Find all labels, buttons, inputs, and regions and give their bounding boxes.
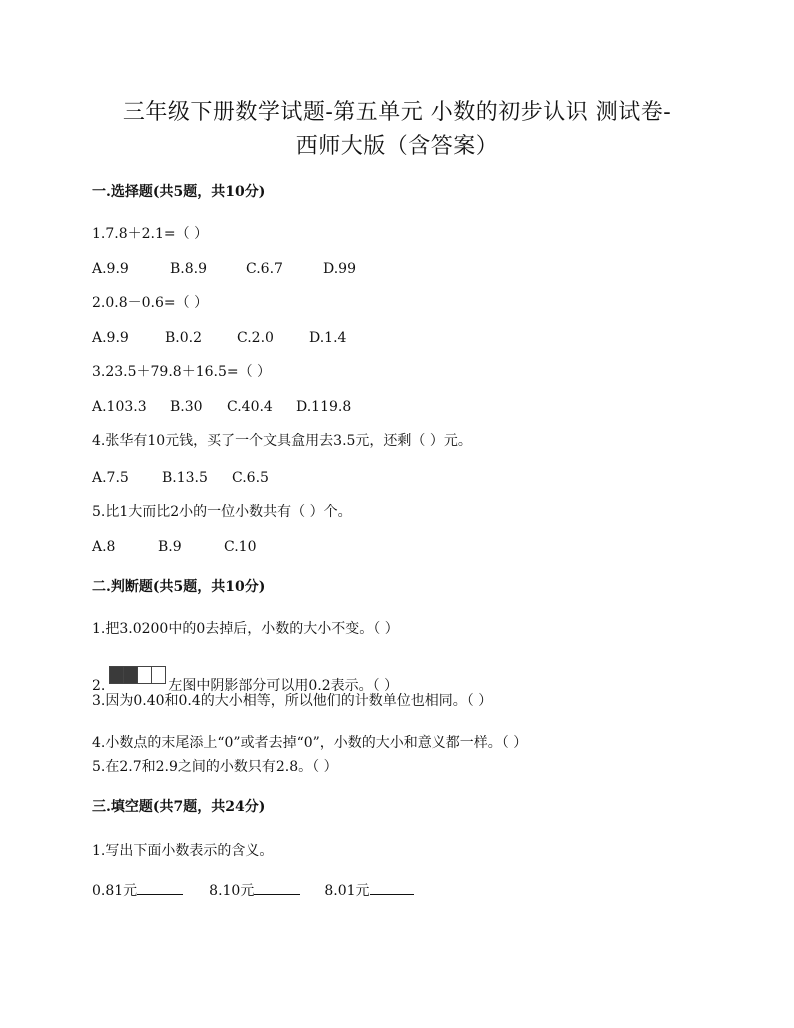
option-a: A.7.5 [92, 470, 129, 486]
option-c: C.2.0 [237, 330, 274, 346]
question-1-4: 4.张华有10元钱，买了一个文具盒用去3.5元，还剩（ ）元。 [92, 433, 472, 449]
option-b: B.30 [170, 399, 203, 415]
option-c: C.6.7 [246, 261, 283, 277]
question-2-1: 1.把3.0200中的0去掉后，小数的大小不变。（ ） [92, 621, 399, 637]
question-1-2: 2.0.8－0.6=（ ） [92, 295, 209, 311]
option-b: B.9 [158, 539, 182, 555]
option-a: A.9.9 [92, 261, 129, 277]
question-2-4: 4.小数点的末尾添上“0”或者去掉“0”，小数的大小和意义都一样。（ ） [92, 735, 528, 751]
options-1-4 [92, 469, 269, 487]
blank-label: 0.81元 [92, 883, 138, 899]
question-number: 2. [92, 678, 106, 694]
document-title [60, 96, 734, 164]
option-b: B.13.5 [162, 470, 208, 486]
option-a: A.103.3 [92, 399, 147, 415]
option-a: A.8 [92, 539, 116, 555]
option-d: D.1.4 [309, 330, 347, 346]
fill-blanks-row [92, 880, 414, 900]
options-1-5 [92, 538, 256, 556]
option-c: C.6.5 [232, 470, 269, 486]
answer-blank[interactable] [254, 880, 300, 895]
option-b: B.0.2 [165, 330, 203, 346]
title-line-2: 西师大版（含答案） [295, 134, 499, 159]
options-1-2 [92, 329, 346, 347]
blank-label: 8.10元 [209, 883, 255, 899]
option-b: B.8.9 [170, 261, 208, 277]
answer-blank[interactable] [137, 880, 183, 895]
option-d: D.99 [323, 261, 356, 277]
option-c: C.40.4 [227, 399, 273, 415]
answer-blank[interactable] [370, 880, 414, 895]
title-line-1: 三年级下册数学试题-第五单元 小数的初步认识 测试卷- [122, 100, 672, 125]
decimal-grid-figure [109, 666, 166, 684]
question-1-1: 1.7.8＋2.1=（ ） [92, 226, 209, 242]
question-text: 左图中阴影部分可以用0.2表示。（ ） [168, 678, 399, 694]
option-a: A.9.9 [92, 330, 129, 346]
question-1-5: 5.比1大而比2小的一位小数共有（ ）个。 [92, 504, 352, 520]
section-heading-judge: 二.判断题(共5题，共10分) [92, 579, 266, 595]
section-heading-fill: 三.填空题(共7题，共24分) [92, 799, 266, 815]
question-2-2 [92, 666, 398, 695]
options-1-1 [92, 260, 356, 278]
question-2-5: 5.在2.7和2.9之间的小数只有2.8。（ ） [92, 759, 338, 775]
question-2-3: 3.因为0.40和0.4的大小相等，所以他们的计数单位也相同。（ ） [92, 693, 493, 709]
option-d: D.119.8 [296, 399, 352, 415]
question-1-3: 3.23.5＋79.8＋16.5=（ ） [92, 364, 272, 380]
question-3-1: 1.写出下面小数表示的含义。 [92, 843, 274, 859]
option-c: C.10 [224, 539, 257, 555]
section-heading-choice: 一.选择题(共5题，共10分) [92, 184, 266, 200]
options-1-3 [92, 398, 351, 416]
blank-label: 8.01元 [324, 883, 370, 899]
